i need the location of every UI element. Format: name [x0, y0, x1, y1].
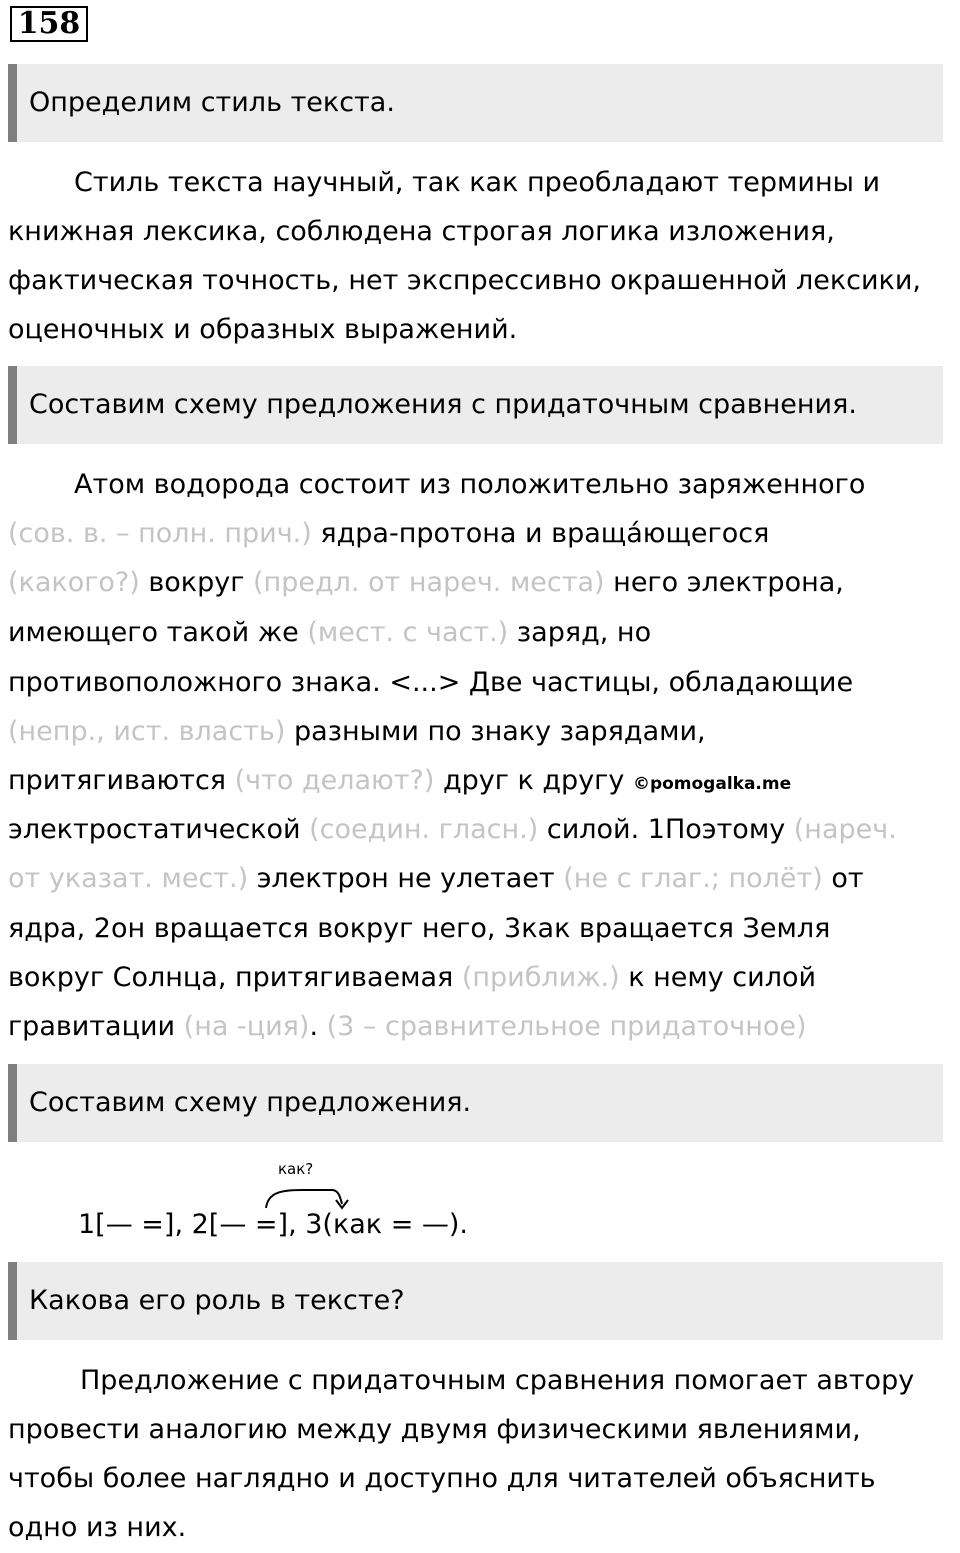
- scheme-arrow-label: как?: [278, 1160, 314, 1178]
- analysis-line-11: вокруг Солнца, притягиваемая (приближ.) к нему силой: [8, 962, 817, 993]
- section-heading-scheme-comparison: Составим схему предложения с придаточным сравнения.: [8, 366, 943, 444]
- analysis-line-12: гравитации (на -ция). (3 – сравнительное придаточное): [8, 1011, 807, 1042]
- watermark: ©pomogalka.me: [632, 774, 792, 794]
- analysis-line-5: противоположного знака. <...> Две частицы, обладающие: [8, 667, 854, 698]
- analysis-line-3: (какого?) вокруг (предл. от нареч. места) него электрона,: [8, 567, 844, 598]
- scheme-formula: 1[— =], 2[— =], 3(как = —).: [78, 1209, 469, 1240]
- section-heading-style: Определим стиль текста.: [8, 64, 943, 142]
- section-heading-role: Какова его роль в тексте?: [8, 1262, 943, 1340]
- section-heading-scheme: Составим схему предложения.: [8, 1064, 943, 1142]
- analysis-line-6: (непр., ист. власть) разными по знаку зарядами,: [8, 716, 706, 747]
- analysis-line-1: Атом водорода состоит из положительно заряженного: [74, 469, 866, 500]
- task-number: 158: [10, 6, 88, 42]
- analysis-line-7: притягиваются (что делают?) друг к другу ©pomogalka.me: [8, 765, 792, 796]
- analysis-line-2: (сов. в. – полн. прич.) ядра-протона и вращáющегося: [8, 518, 770, 549]
- analysis-line-8: электростатической (соедин. гласн.) силой. 1Поэтому (нареч.: [8, 814, 897, 845]
- analysis-line-9: от указат. мест.) электрон не улетает (не с глаг.; полёт) от: [8, 863, 864, 894]
- analysis-line-4: имеющего такой же (мест. с част.) заряд, но: [8, 617, 652, 648]
- style-paragraph: Стиль текста научный, так как преобладают термины и книжная лексика, соблюдена строгая логика изложения, фактическая точность, нет экспрессивно окрашенной лексики, оценочных и образных выражений.: [8, 167, 921, 345]
- analysis-line-10: ядра, 2он вращается вокруг него, 3как вращается Земля: [8, 913, 831, 944]
- role-paragraph: Предложение с придаточным сравнения помогает автору провести аналогию между двумя физическими явлениями, чтобы более наглядно и доступно для читателей объяснить одно из них.: [8, 1365, 915, 1543]
